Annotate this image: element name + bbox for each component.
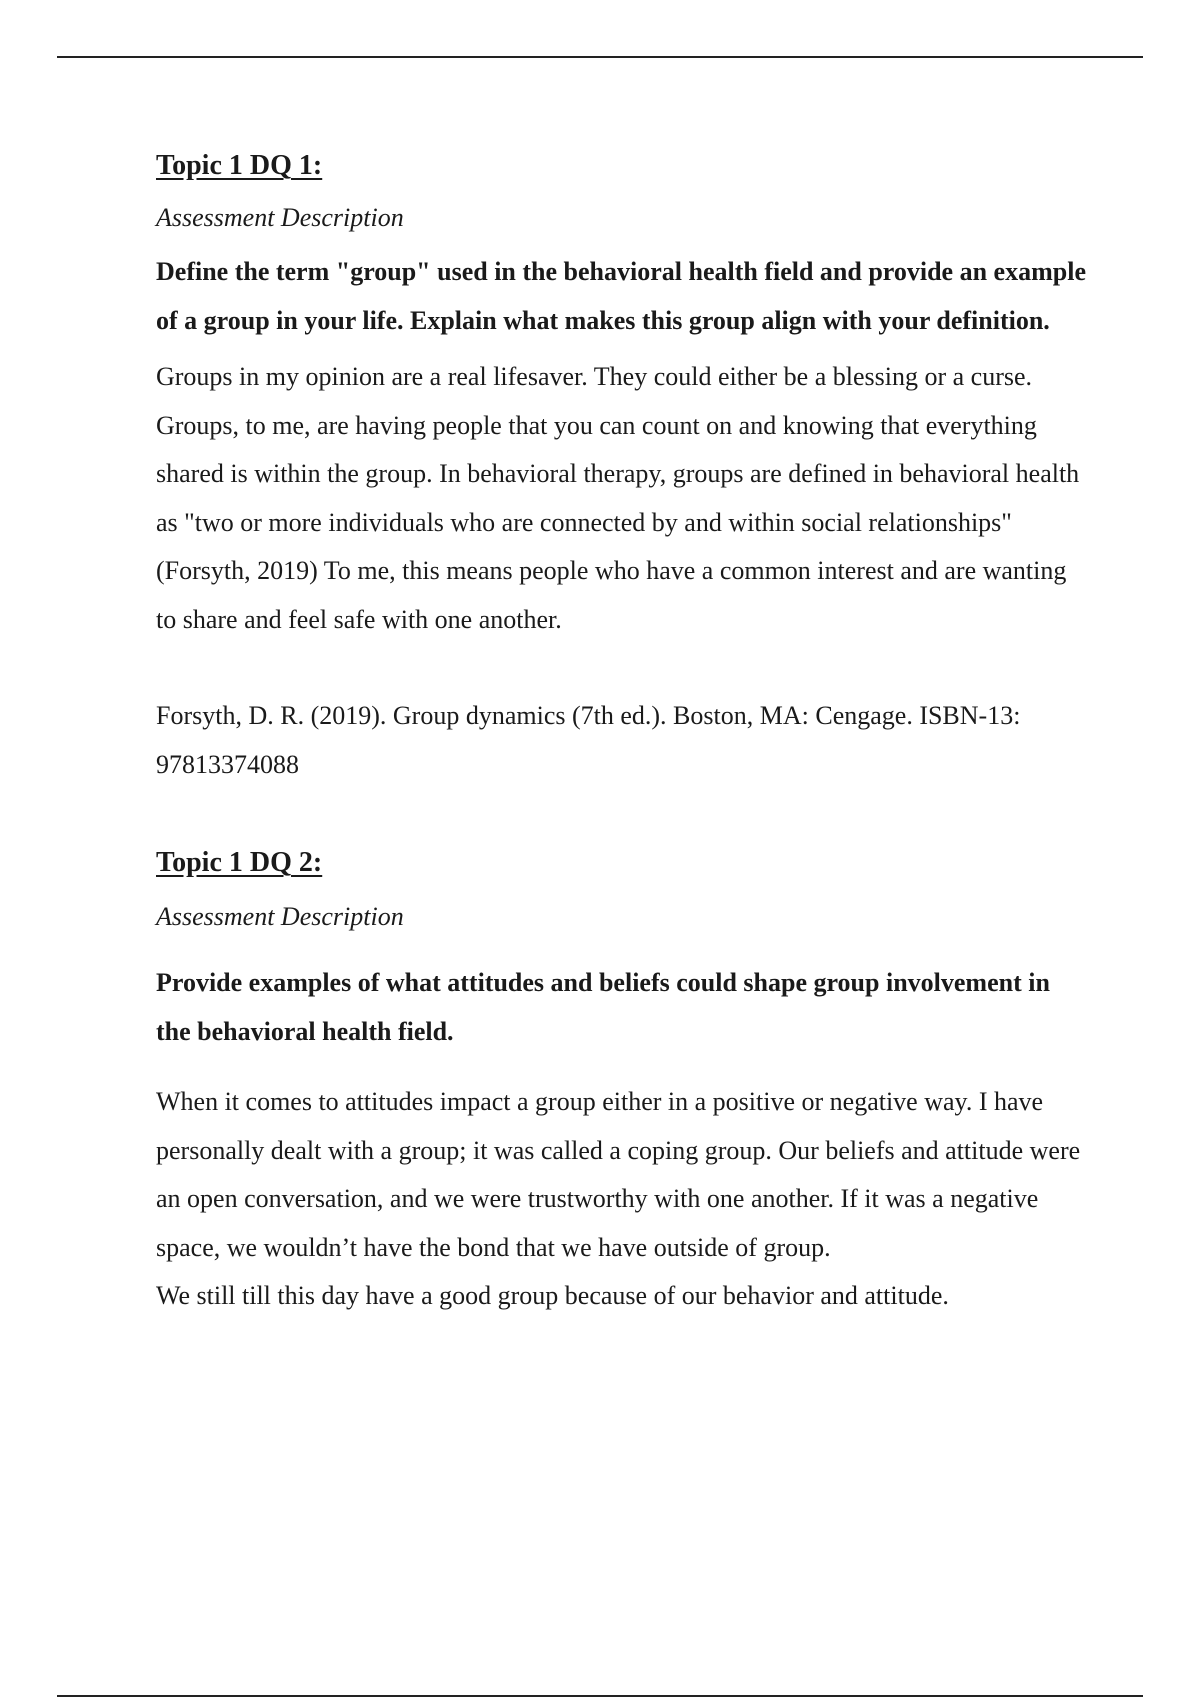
discussion-prompt: Define the term "group" used in the behavioral health field and provide an example of a group in your life. Explain what makes this group align with your definition.: [156, 257, 1086, 335]
reference-citation: Forsyth, D. R. (2019). Group dynamics (7th ed.). Boston, MA: Cengage. ISBN-13: 97813374088: [156, 701, 1021, 779]
discussion-answer: Groups in my opinion are a real lifesaver. They could either be a blessing or a curse. Groups, to me, are having people that you can count on and knowing that everything shared is within the group. In behavioral therapy, groups are defined in behavioral health as "two or more individuals who are connected by and within social relationships" (Forsyth, 2019) To me, this means people who have a common interest and are wanting to share and feel safe with one another.: [156, 362, 1080, 634]
document-body: [156, 146, 1086, 1321]
assessment-label: Assessment Description: [156, 203, 404, 232]
section-title: Topic 1 DQ 2:: [156, 847, 323, 878]
header-rule: [57, 56, 1143, 58]
assessment-label: Assessment Description: [156, 902, 404, 931]
discussion-answer: When it comes to attitudes impact a group either in a positive or negative way. I have personally dealt with a group; it was called a coping group. Our beliefs and attitude were an open conversation, and we were trustworthy with one another. If it was a negative space, we wouldn’t have the bond that we have outside of group.: [156, 1087, 1081, 1262]
discussion-closing: We still till this day have a good group because of our behavior and attitude.: [156, 1281, 949, 1310]
discussion-prompt: Provide examples of what attitudes and beliefs could shape group involvement in the behavioral health field.: [156, 968, 1050, 1046]
section-title: Topic 1 DQ 1:: [156, 150, 323, 181]
footer-rule: [57, 1695, 1143, 1697]
